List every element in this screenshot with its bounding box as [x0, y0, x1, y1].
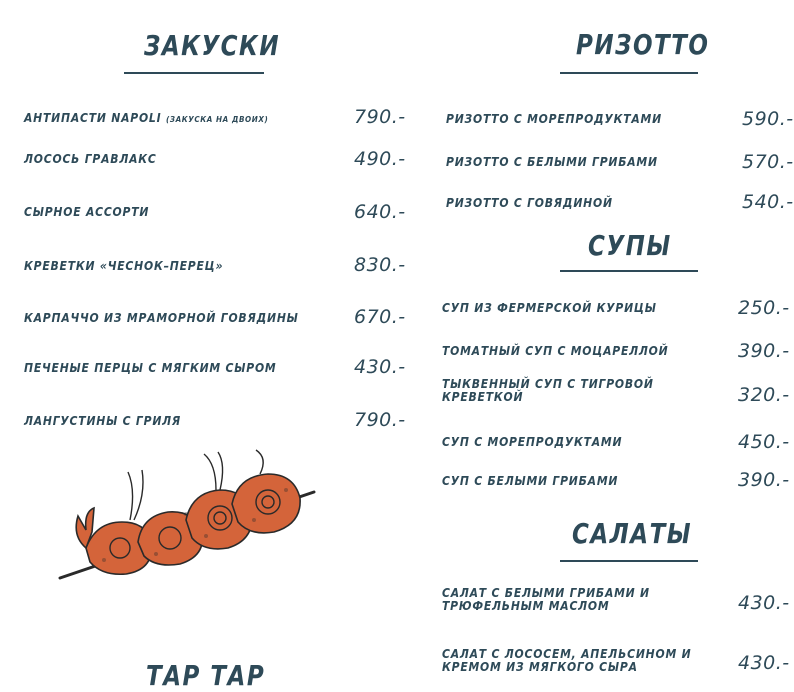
menu-item-name: ЛОСОСЬ ГРАВЛАКС — [24, 152, 157, 166]
section-title-risotto: РИЗОТТО — [576, 30, 710, 61]
menu-item-note: (ЗАКУСКА НА ДВОИХ) — [166, 115, 269, 124]
menu-item-name: РИЗОТТО С БЕЛЫМИ ГРИБАМИ — [446, 155, 658, 169]
menu-item-price: 640.- — [354, 201, 406, 223]
title-rule-risotto — [560, 72, 698, 74]
menu-item-name: ПЕЧЕНЫЕ ПЕРЦЫ С МЯГКИМ СЫРОМ — [24, 361, 277, 375]
menu-item-name: КРЕВЕТКИ «ЧЕСНОК–ПЕРЕЦ» — [24, 259, 224, 273]
shrimp-skewer-icon — [56, 450, 326, 590]
menu-item-price: 250.- — [738, 297, 790, 319]
menu-item-price: 540.- — [742, 191, 794, 213]
menu-item-price: 790.- — [354, 106, 406, 128]
menu-item-price: 430.- — [738, 652, 790, 674]
menu-item-price: 570.- — [742, 151, 794, 173]
menu-item-name: СЫРНОЕ АССОРТИ — [24, 205, 150, 219]
menu-item-name: АНТИПАСТИ NAPOLI (ЗАКУСКА НА ДВОИХ) — [24, 111, 269, 125]
menu-item-price: 830.- — [354, 254, 406, 276]
section-title-zakuski: ЗАКУСКИ — [144, 31, 281, 62]
menu-item-price: 590.- — [742, 108, 794, 130]
menu-item-name: САЛАТ С ЛОСОСЕМ, АПЕЛЬСИНОМ И КРЕМОМ ИЗ МЯГКОГО СЫРА — [442, 647, 692, 674]
section-title-soups: СУПЫ — [588, 231, 672, 262]
title-rule-salads — [560, 560, 698, 562]
menu-item-price: 490.- — [354, 148, 406, 170]
menu-item-name: ТЫКВЕННЫЙ СУП С ТИГРОВОЙ КРЕВЕТКОЙ — [442, 377, 654, 404]
menu-item-name: РИЗОТТО С ГОВЯДИНОЙ — [446, 196, 613, 210]
menu-item-price: 790.- — [354, 409, 406, 431]
title-rule-zakuski — [124, 72, 264, 74]
menu-item-name: ЛАНГУСТИНЫ С ГРИЛЯ — [24, 414, 182, 428]
menu-item-price: 390.- — [738, 340, 790, 362]
menu-item-name: ТОМАТНЫЙ СУП С МОЦАРЕЛЛОЙ — [442, 344, 669, 358]
menu-item-price: 670.- — [354, 306, 406, 328]
menu-item-name: СУП С БЕЛЫМИ ГРИБАМИ — [442, 474, 619, 488]
menu-item-price: 450.- — [738, 431, 790, 453]
menu-item-name: СУП С МОРЕПРОДУКТАМИ — [442, 435, 623, 449]
section-title-salads: САЛАТЫ — [572, 519, 693, 550]
menu-item-name: СУП ИЗ ФЕРМЕРСКОЙ КУРИЦЫ — [442, 301, 657, 315]
menu-item-name: КАРПАЧЧО ИЗ МРАМОРНОЙ ГОВЯДИНЫ — [24, 311, 299, 325]
menu-item-price: 320.- — [738, 384, 790, 406]
menu-item-price: 430.- — [738, 592, 790, 614]
title-rule-soups — [560, 270, 698, 272]
section-title-tartar: ТАР ТАР — [146, 661, 266, 692]
menu-item-price: 430.- — [354, 356, 406, 378]
menu-item-name: РИЗОТТО С МОРЕПРОДУКТАМИ — [446, 112, 662, 126]
menu-item-name: САЛАТ С БЕЛЫМИ ГРИБАМИ И ТРЮФЕЛЬНЫМ МАСЛОМ — [442, 586, 650, 613]
menu-item-price: 390.- — [738, 469, 790, 491]
